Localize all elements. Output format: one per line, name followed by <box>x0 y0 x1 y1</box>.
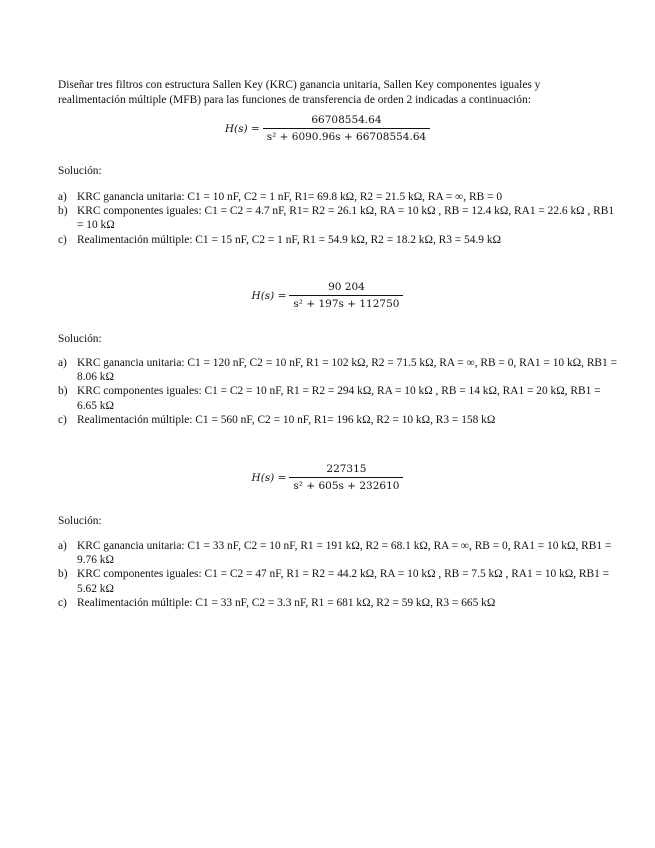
item-text: KRC ganancia unitaria: C1 = 33 nF, C2 = 10 nF, R1 = 191 kΩ, R2 = 68.1 kΩ, RA = ∞, RB = 0, RA1 = 10 kΩ, RB1 = 9.76 kΩ <box>77 540 612 567</box>
solution-title-1: Solución: <box>58 165 102 177</box>
list-item <box>58 190 618 204</box>
transfer-function-1 <box>0 114 655 143</box>
item-marker: a) <box>58 540 67 552</box>
item-text: KRC componentes iguales: C1 = C2 = 47 nF, R1 = R2 = 44.2 kΩ, RA = 10 kΩ , RB = 7.5 kΩ , RA1 = 10 kΩ, RB1 = 5.62 kΩ <box>77 568 610 595</box>
item-text: Realimentación múltiple: C1 = 15 nF, C2 = 1 nF, R1 = 54.9 kΩ, R2 = 18.2 kΩ, R3 = 54.9 kΩ <box>77 233 501 246</box>
item-text: KRC ganancia unitaria: C1 = 10 nF, C2 = 1 nF, R1= 69.8 kΩ, R2 = 21.5 kΩ, RA = ∞, RB = 0 <box>77 191 503 203</box>
list-item <box>58 539 618 567</box>
equation-numerator: 90 204 <box>328 281 365 293</box>
list-item <box>58 384 618 412</box>
list-item <box>58 413 618 427</box>
equation-denominator: s² + 197s + 112750 <box>289 295 403 310</box>
item-marker: c) <box>58 413 67 426</box>
equation-lhs: H(s) = <box>224 122 260 135</box>
equation-denominator: s² + 605s + 232610 <box>289 477 403 492</box>
list-item <box>58 233 618 247</box>
item-marker: b) <box>58 568 68 581</box>
transfer-function-2 <box>0 281 655 310</box>
solution-list-2 <box>58 356 618 427</box>
equation-fraction <box>289 281 403 310</box>
item-marker: b) <box>58 385 68 398</box>
equation-numerator: 227315 <box>326 463 367 475</box>
equation-lhs: H(s) = <box>251 289 287 302</box>
solution-title-3: Solución: <box>58 515 102 527</box>
item-marker: a) <box>58 357 67 369</box>
solution-list-3 <box>58 539 618 610</box>
item-text: KRC componentes iguales: C1 = C2 = 4.7 nF, R1= R2 = 26.1 kΩ, RA = 10 kΩ , RB = 12.4 kΩ, RA1 = 22.6 kΩ , RB1 = 10 kΩ <box>77 205 615 232</box>
item-text: KRC ganancia unitaria: C1 = 120 nF, C2 = 10 nF, R1 = 102 kΩ, R2 = 71.5 kΩ, RA = ∞, RB = 0, RA1 = 10 kΩ, RB1 = 8.06 kΩ <box>77 357 617 384</box>
item-marker: b) <box>58 205 68 218</box>
equation-fraction <box>289 463 403 492</box>
equation-numerator: 66708554.64 <box>311 114 382 126</box>
equation-lhs: H(s) = <box>251 471 287 484</box>
transfer-function-3 <box>0 463 655 492</box>
list-item <box>58 596 618 610</box>
item-marker: c) <box>58 233 67 246</box>
item-text: Realimentación múltiple: C1 = 560 nF, C2 = 10 nF, R1= 196 kΩ, R2 = 10 kΩ, R3 = 158 kΩ <box>77 413 496 426</box>
solution-title-2: Solución: <box>58 333 102 345</box>
solution-list-1 <box>58 190 618 247</box>
equation-fraction <box>263 114 431 143</box>
item-marker: c) <box>58 596 67 609</box>
item-text: KRC componentes iguales: C1 = C2 = 10 nF, R1 = R2 = 294 kΩ, RA = 10 kΩ , RB = 14 kΩ, RA1 = 20 kΩ, RB1 = 6.65 kΩ <box>77 385 601 412</box>
item-text: Realimentación múltiple: C1 = 33 nF, C2 = 3.3 nF, R1 = 681 kΩ, R2 = 59 kΩ, R3 = 665 kΩ <box>77 596 496 609</box>
equation-denominator: s² + 6090.96s + 66708554.64 <box>263 128 431 143</box>
list-item <box>58 204 618 232</box>
list-item <box>58 567 618 595</box>
problem-statement: Diseñar tres filtros con estructura Sallen Key (KRC) ganancia unitaria, Sallen Key componentes iguales y realimentación múltiple (MFB) para las funciones de transferencia de orden 2 indicadas a continuación: <box>58 79 541 106</box>
list-item <box>58 356 618 384</box>
item-marker: a) <box>58 191 67 203</box>
